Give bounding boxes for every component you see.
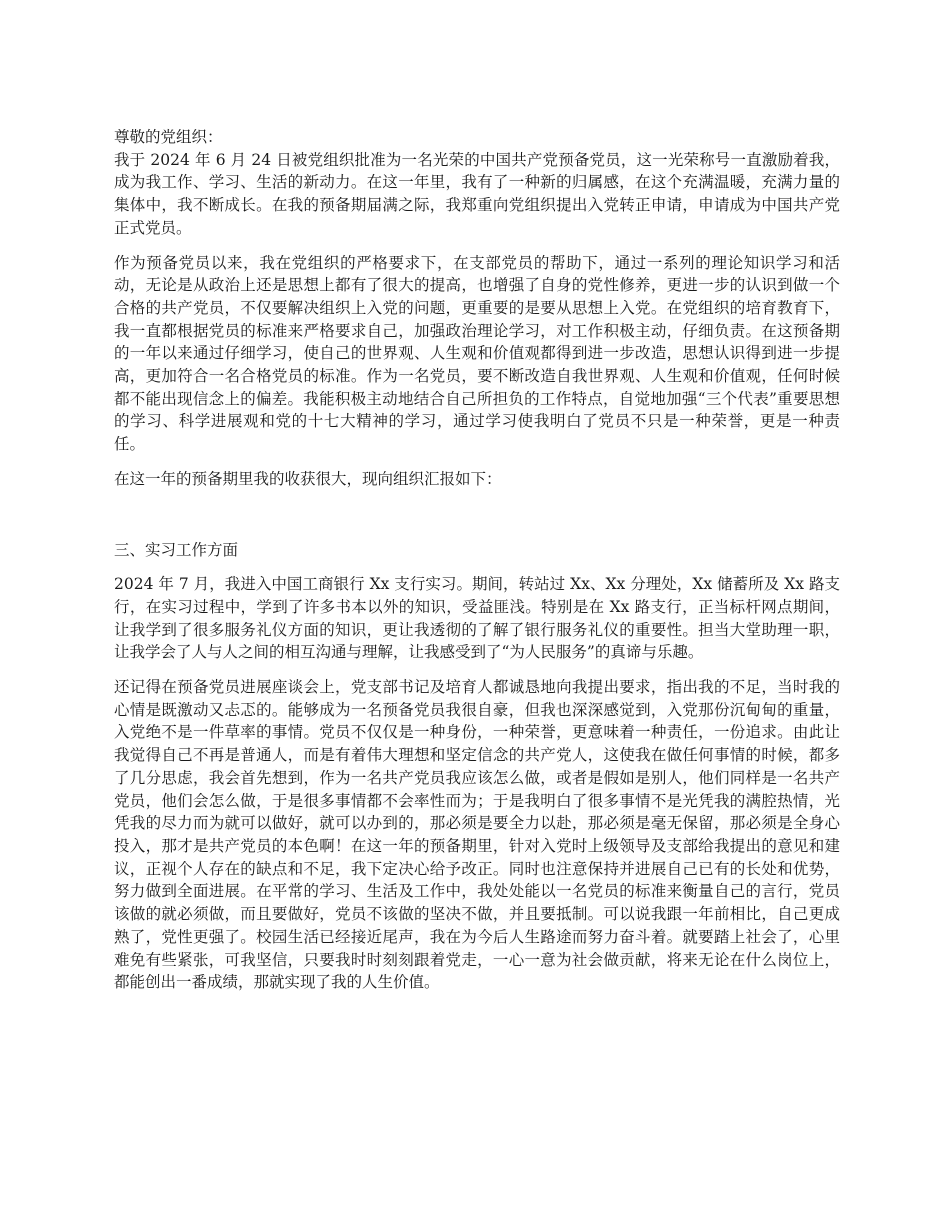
paragraph-internship: 2024 年 7 月，我进入中国工商银行 Xx 支行实习。期间，转站过 Xx、Xx 分理处，Xx 储蓄所及 Xx 路支行，在实习过程中，学到了许多书本以外的知识，受益匪浅。特别是在 Xx 路支行，正当标杆网点期间，让我学到了很多服务礼仪方面的知识，更让我透彻的了解了银行服务礼仪的重要性。担当大堂助理一职，让我学会了人与人之间的相互沟通与理解，让我感受到了“为人民服务”的真谛与乐趣。 bbox=[114, 575, 840, 662]
paragraph-opening: 我于 2024 年 6 月 24 日被党组织批准为一名光荣的中国共产党预备党员，这一光荣称号一直激励着我，成为我工作、学习、生活的新动力。在这一年里，我有了一种新的归属感，在这个充满温暖，充满力量的集体中，我不断成长。在我的预备期届满之际，我郑重向党组织提出入党转正申请，申请成为中国共产党正式党员。 bbox=[114, 150, 840, 237]
paragraph-report-intro: 在这一年的预备期里我的收获很大，现向组织汇报如下： bbox=[114, 469, 502, 488]
salutation: 尊敬的党组织： bbox=[114, 128, 223, 146]
document-page bbox=[114, 126, 840, 1006]
paragraph-study: 作为预备党员以来，我在党组织的严格要求下，在支部党员的帮助下，通过一系列的理论知识学习和活动，无论是从政治上还是思想上都有了很大的提高，也增强了自身的党性修养，更进一步的认识到做一个合格的共产党员，不仅要解决组织上入党的问题，更重要的是要从思想上入党。在党组织的培育教育下，我一直都根据党员的标准来严格要求自己，加强政治理论学习，对工作积极主动，仔细负责。在这预备期的一年以来通过仔细学习，使自己的世界观、人生观和价值观都得到进一步改造，思想认识得到进一步提高，更加符合一名合格党员的标准。作为一名党员，要不断改造自我世界观、人生观和价值观，任何时候都不能出现信念上的偏差。我能积极主动地结合自己所担负的工作特点，自觉地加强“三个代表”重要思想的学习、科学进展观和党的十七大精神的学习，通过学习使我明白了党员不只是一种荣誉，更是一种责任。 bbox=[114, 253, 840, 454]
section-spacer bbox=[114, 503, 840, 539]
section-heading: 三、实习工作方面 bbox=[114, 540, 239, 559]
paragraph-reflection: 还记得在预备党员进展座谈会上，党支部书记及培育人都诚恳地向我提出要求，指出我的不足，当时我的心情是既激动又忐忑的。能够成为一名预备党员我很自豪，但我也深深感觉到，入党那份沉甸甸的重量，入党绝不是一件草率的事情。党员不仅仅是一种身份，一种荣誉，更意味着一种责任，一份追求。由此让我觉得自己不再是普通人，而是有着伟大理想和坚定信念的共产党人，这使我在做任何事情的时候，都多了几分思虑，我会首先想到，作为一名共产党员我应该怎么做，或者是假如是别人，他们同样是一名共产党员，他们会怎么做，于是很多事情都不会率性而为；于是我明白了很多事情不是光凭我的满腔热情，光凭我的尽力而为就可以做好，就可以办到的，那必须是要全力以赴，那必须是毫无保留，那必须是全身心投入，那才是共产党员的本色啊！在这一年的预备期里，针对入党时上级领导及支部给我提出的意见和建议，正视个人存在的缺点和不足，我下定决心给予改正。同时也注意保持并进展自己已有的长处和优势，努力做到全面进展。在平常的学习、生活及工作中，我处处能以一名党员的标准来衡量自己的言行，党员该做的就必须做，而且要做好，党员不该做的坚决不做，并且要抵制。可以说我跟一年前相比，自己更成熟了，党性更强了。校园生活已经接近尾声，我在为今后人生路途而努力奋斗着。就要踏上社会了，心里难免有些紧张，可我坚信，只要我时时刻刻跟着党走，一心一意为社会做贡献，将来无论在什么岗位上，都能创出一番成绩，那就实现了我的人生价值。 bbox=[114, 678, 840, 992]
